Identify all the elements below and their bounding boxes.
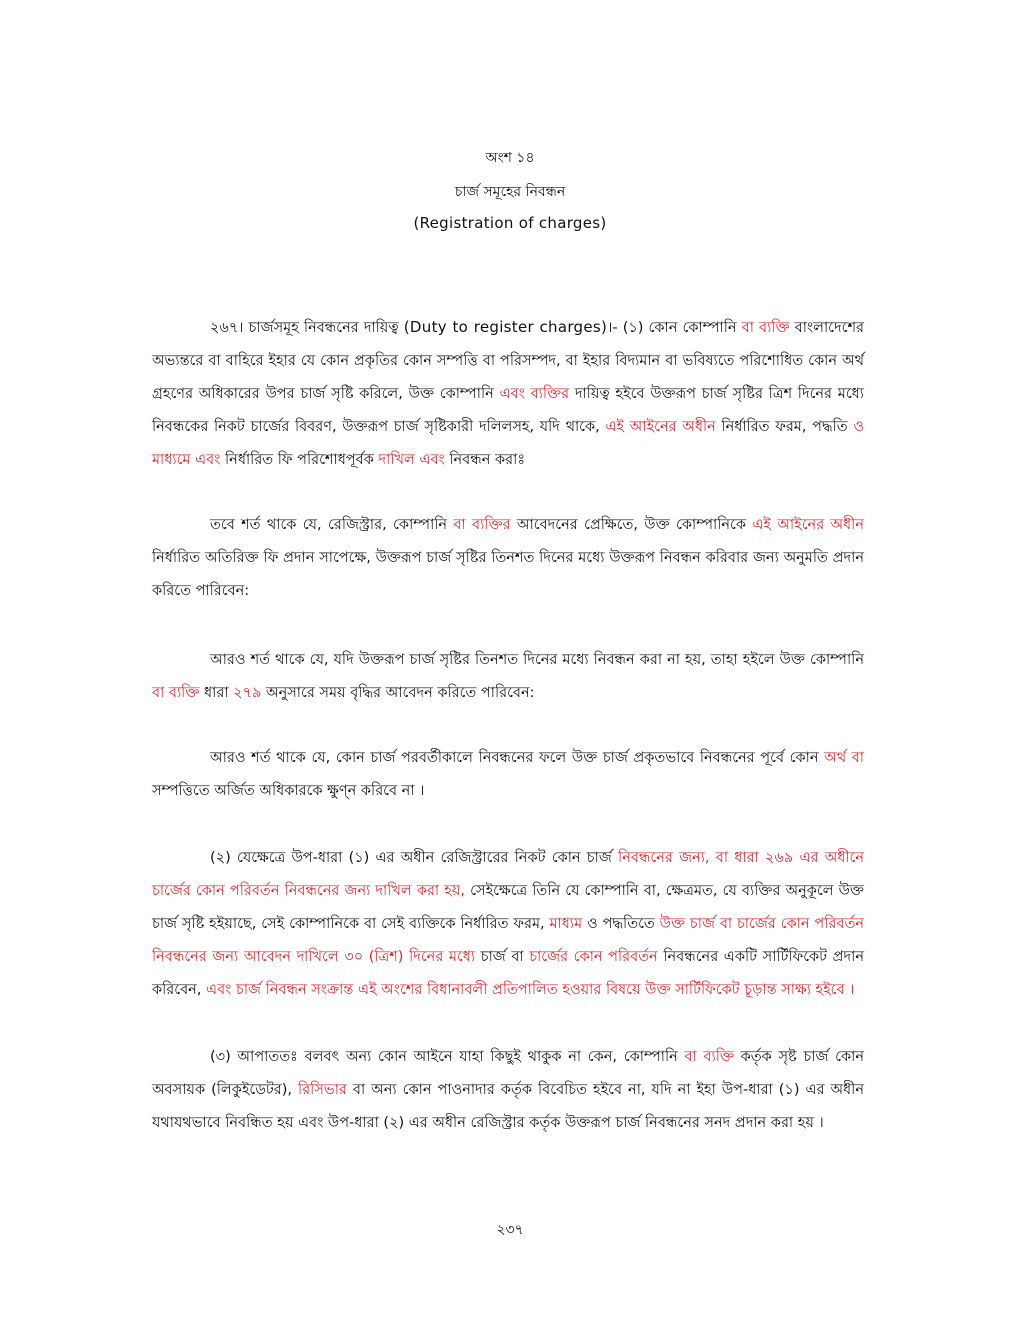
chapter-title-bangla: চার্জ সমূহের নিবন্ধন — [454, 184, 566, 200]
part-heading: অংশ ১৪ — [485, 150, 535, 166]
amended-text: এবং ব্যক্তির — [499, 386, 570, 402]
amended-text: বা ব্যক্তির — [453, 517, 511, 533]
text-segment: (৩) আপাততঃ বলবৎ অন্য কোন আইনে যাহা কিছুই থাকুক না কেন, কোম্পানি — [210, 1049, 685, 1065]
text-segment: সেইক্ষেত্রে তিনি যে কোম্পানি বা, ক্ষেত্রমত, যে ব্যক্তির অনুকূলে উক্ত চার্জ সৃষ্টি হইয়াছে, সেই কোম্পানিকে বা সেই ব্যক্তিকে নির্ধারিত ফরম, — [152, 883, 864, 932]
amended-text: উক্ত চার্জ বা চার্জের কোন পরিবর্তন নিবন্ধনের জন্য আবেদন দাখিলে ৩০ (ত্রিশ) দিনের মধ্যে — [152, 916, 864, 965]
text-segment: আরও শর্ত থাকে যে, যদি উক্তরূপ চার্জ সৃষ্টির তিনশত দিনের মধ্যে নিবন্ধন করা না হয়, তাহা হইলে উক্ত কোম্পানি — [210, 652, 864, 668]
section-267-subsection-2 — [152, 842, 864, 1007]
text-segment: আবেদনের প্রেক্ষিতে, উক্ত কোম্পানিকে — [510, 517, 753, 533]
amended-text: ও মাধ্যমে এবং — [152, 419, 864, 468]
text-segment: নিবন্ধনের একটি সার্টিফিকেট প্রদান করিবেন, — [152, 949, 864, 998]
section-heading-english: (Duty to register charges) — [403, 318, 608, 336]
section-267-subsection-1 — [152, 311, 864, 477]
text-segment: ও পদ্ধতিতে — [582, 916, 660, 932]
text-segment: চার্জ বা — [475, 949, 530, 965]
amended-text: মাধ্যম — [549, 916, 583, 932]
text-segment: আরও শর্ত থাকে যে, কোন চার্জ পরবর্তীকালে নিবন্ধনের ফলে উক্ত চার্জ প্রকৃতভাবে নিবন্ধনের পূর্বে কোন — [210, 750, 825, 766]
text-segment: সম্পত্তিতে অর্জিত অধিকারকে ক্ষুণ্ন করিবে না । — [152, 783, 425, 799]
amended-text: এই আইনের অধীন — [752, 517, 864, 533]
first-proviso — [152, 509, 864, 608]
text-segment: ধারা — [199, 685, 234, 701]
amended-text: রিসিভার — [298, 1082, 347, 1098]
amended-text: এবং চার্জ নিবন্ধন সংক্রান্ত এই অংশের বিধানাবলী প্রতিপালিত হওয়ার বিষয়ে উক্ত সার্টিফিকেট চূড়ান্ত সাক্ষ্য হইবে । — [206, 982, 855, 998]
amended-text: অর্থ বা — [824, 750, 864, 766]
text-segment: নির্ধারিত অতিরিক্ত ফি প্রদান সাপেক্ষে, উক্তরূপ চার্জ সৃষ্টির তিনশত দিনের মধ্যে উক্তরূপ নিবন্ধন করিবার জন্য অনুমতি প্রদান করিতে পারিবেন: — [152, 550, 864, 599]
text-segment: ।- (১) কোন কোম্পানি — [607, 320, 742, 336]
third-proviso — [152, 742, 864, 808]
text-segment: নির্ধারিত ফরম, পদ্ধতি — [715, 419, 854, 435]
text-segment: বা অন্য কোন পাওনাদার কর্তৃক বিবেচিত হইবে না, যদি না ইহা উপ-ধারা (১) এর অধীন যথাযথভাবে নিবন্ধিত হয় এবং উপ-ধারা (২) এর অধীন রেজিস্ট্রার কর্তৃক উক্তরূপ চার্জ নিবন্ধনের সনদ প্রদান করা হয় । — [152, 1082, 864, 1131]
amended-text: নিবন্ধনের জন্য, বা ধারা ২৬৯ এর অধীনে চার্জের কোন পরিবর্তন নিবন্ধনের জন্য দাখিল করা হয়, — [152, 850, 865, 899]
text-segment: কর্তৃক সৃষ্ট চার্জ কোন অবসায়ক (লিকুইডেটর), — [152, 1049, 865, 1098]
section-267-subsection-3 — [152, 1041, 864, 1140]
text-segment: বাংলাদেশের অভ্যন্তরে বা বাহিরে ইহার যে কোন প্রকৃতির কোন সম্পত্তি বা পরিসম্পদ, বা ইহার বিদ্যমান বা ভবিষ্যতে পরিশোধিত কোন অর্থ গ্রহণের অধিকারের উপর চার্জ সৃষ্টি করিলে, উক্ত কোম্পানি — [152, 320, 864, 402]
chapter-title-english: (Registration of charges) — [413, 214, 607, 232]
amended-text: বা ব্যক্তি — [741, 320, 790, 336]
page-number: ২৩৭ — [496, 1222, 524, 1238]
amended-text: চার্জের কোন পরিবর্তন — [529, 949, 658, 965]
text-segment: নির্ধারিত ফি পরিশোধপূর্বক — [220, 452, 379, 468]
text-segment: দায়িত্ব হইবে উক্তরূপ চার্জ সৃষ্টির ত্রিশ দিনের মধ্যে নিবন্ধকের নিকট চার্জের বিবরণ, উক্তরূপ চার্জ সৃষ্টিকারী দলিলসহ, যদি থাকে, — [152, 386, 864, 435]
amended-text: বা ব্যক্তি — [152, 685, 200, 701]
amended-text: বা ব্যক্তি — [684, 1049, 734, 1065]
text-segment: তবে শর্ত থাকে যে, রেজিস্ট্রার, কোম্পানি — [210, 517, 454, 533]
amended-text: ২৭৯ — [233, 685, 262, 701]
second-proviso — [152, 644, 864, 710]
text-segment: নিবন্ধন করাঃ — [444, 452, 526, 468]
text-segment: ২৬৭। চার্জসমূহ নিবন্ধনের দায়িত্ব — [210, 320, 404, 336]
text-segment: (২) যেক্ষেত্রে উপ-ধারা (১) এর অধীন রেজিস্ট্রারের নিকট কোন চার্জ — [210, 850, 619, 866]
amended-text: দাখিল এবং — [378, 452, 445, 468]
amended-text: এই আইনের অধীন — [605, 419, 716, 435]
text-segment: অনুসারে সময় বৃদ্ধির আবেদন করিতে পারিবেন: — [261, 685, 535, 701]
